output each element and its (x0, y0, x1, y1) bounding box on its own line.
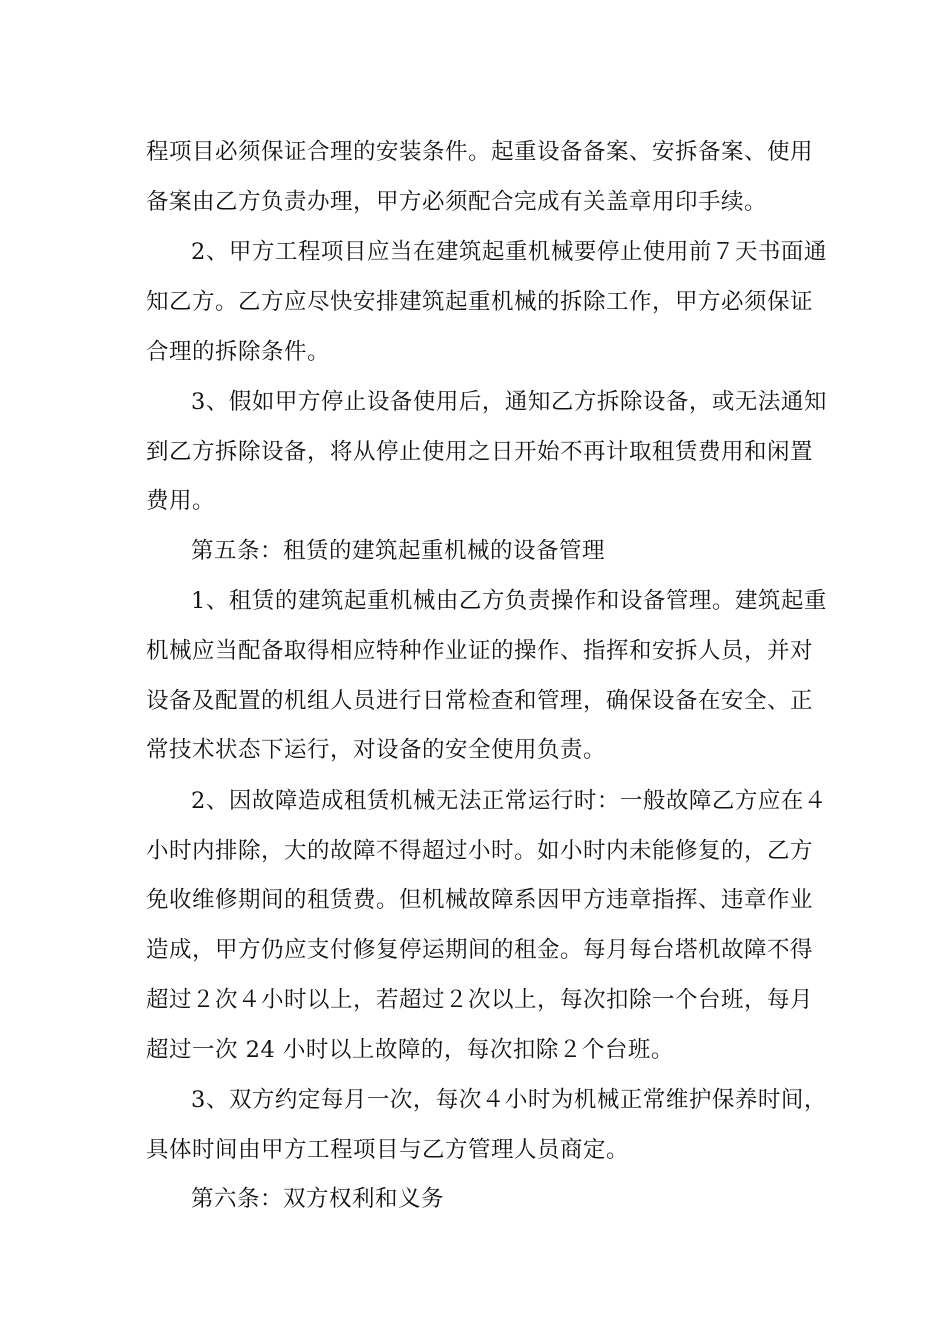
text-line: 费用。 (146, 488, 216, 514)
text-line: 知乙方。乙方应尽快安排建筑起重机械的拆除工作，甲方必须保证 (146, 289, 814, 315)
text-line: 小时内排除，大的故障不得超过小时。如小时内未能修复的，乙方 (146, 838, 814, 864)
section-heading: 第六条：双方权利和义务 (191, 1186, 445, 1212)
section-heading: 第五条：租赁的建筑起重机械的设备管理 (191, 538, 606, 564)
text-line: 程项目必须保证合理的安装条件。起重设备备案、安拆备案、使用 (146, 139, 814, 165)
text-line: 具体时间由甲方工程项目与乙方管理人员商定。 (146, 1137, 630, 1163)
text-line: 超过一次 24 小时以上故障的，每次扣除２个台班。 (146, 1037, 674, 1063)
paragraph-start: 1、租赁的建筑起重机械由乙方负责操作和设备管理。建筑起重 (191, 588, 827, 614)
text-line: 免收维修期间的租赁费。但机械故障系因甲方违章指挥、违章作业 (146, 887, 814, 913)
text-line: 超过２次４小时以上，若超过２次以上，每次扣除一个台班，每月 (146, 987, 814, 1013)
paragraph-start: 3、假如甲方停止设备使用后，通知乙方拆除设备，或无法通知 (191, 389, 827, 415)
paragraph-start: 3、双方约定每月一次，每次４小时为机械正常维护保养时间， (191, 1087, 827, 1113)
paragraph-start: 2、甲方工程项目应当在建筑起重机械要停止使用前７天书面通 (191, 239, 827, 265)
text-line: 合理的拆除条件。 (146, 339, 331, 365)
text-line: 到乙方拆除设备，将从停止使用之日开始不再计取租赁费用和闲置 (146, 439, 814, 465)
text-line: 设备及配置的机组人员进行日常检查和管理，确保设备在安全、正 (146, 688, 814, 714)
text-line: 机械应当配备取得相应特种作业证的操作、指挥和安拆人员，并对 (146, 638, 814, 664)
text-line: 备案由乙方负责办理，甲方必须配合完成有关盖章用印手续。 (146, 189, 768, 215)
text-line: 常技术状态下运行，对设备的安全使用负责。 (146, 737, 607, 763)
paragraph-start: 2、因故障造成租赁机械无法正常运行时：一般故障乙方应在４ (191, 788, 827, 814)
text-line: 造成，甲方仍应支付修复停运期间的租金。每月每台塔机故障不得 (146, 937, 814, 963)
